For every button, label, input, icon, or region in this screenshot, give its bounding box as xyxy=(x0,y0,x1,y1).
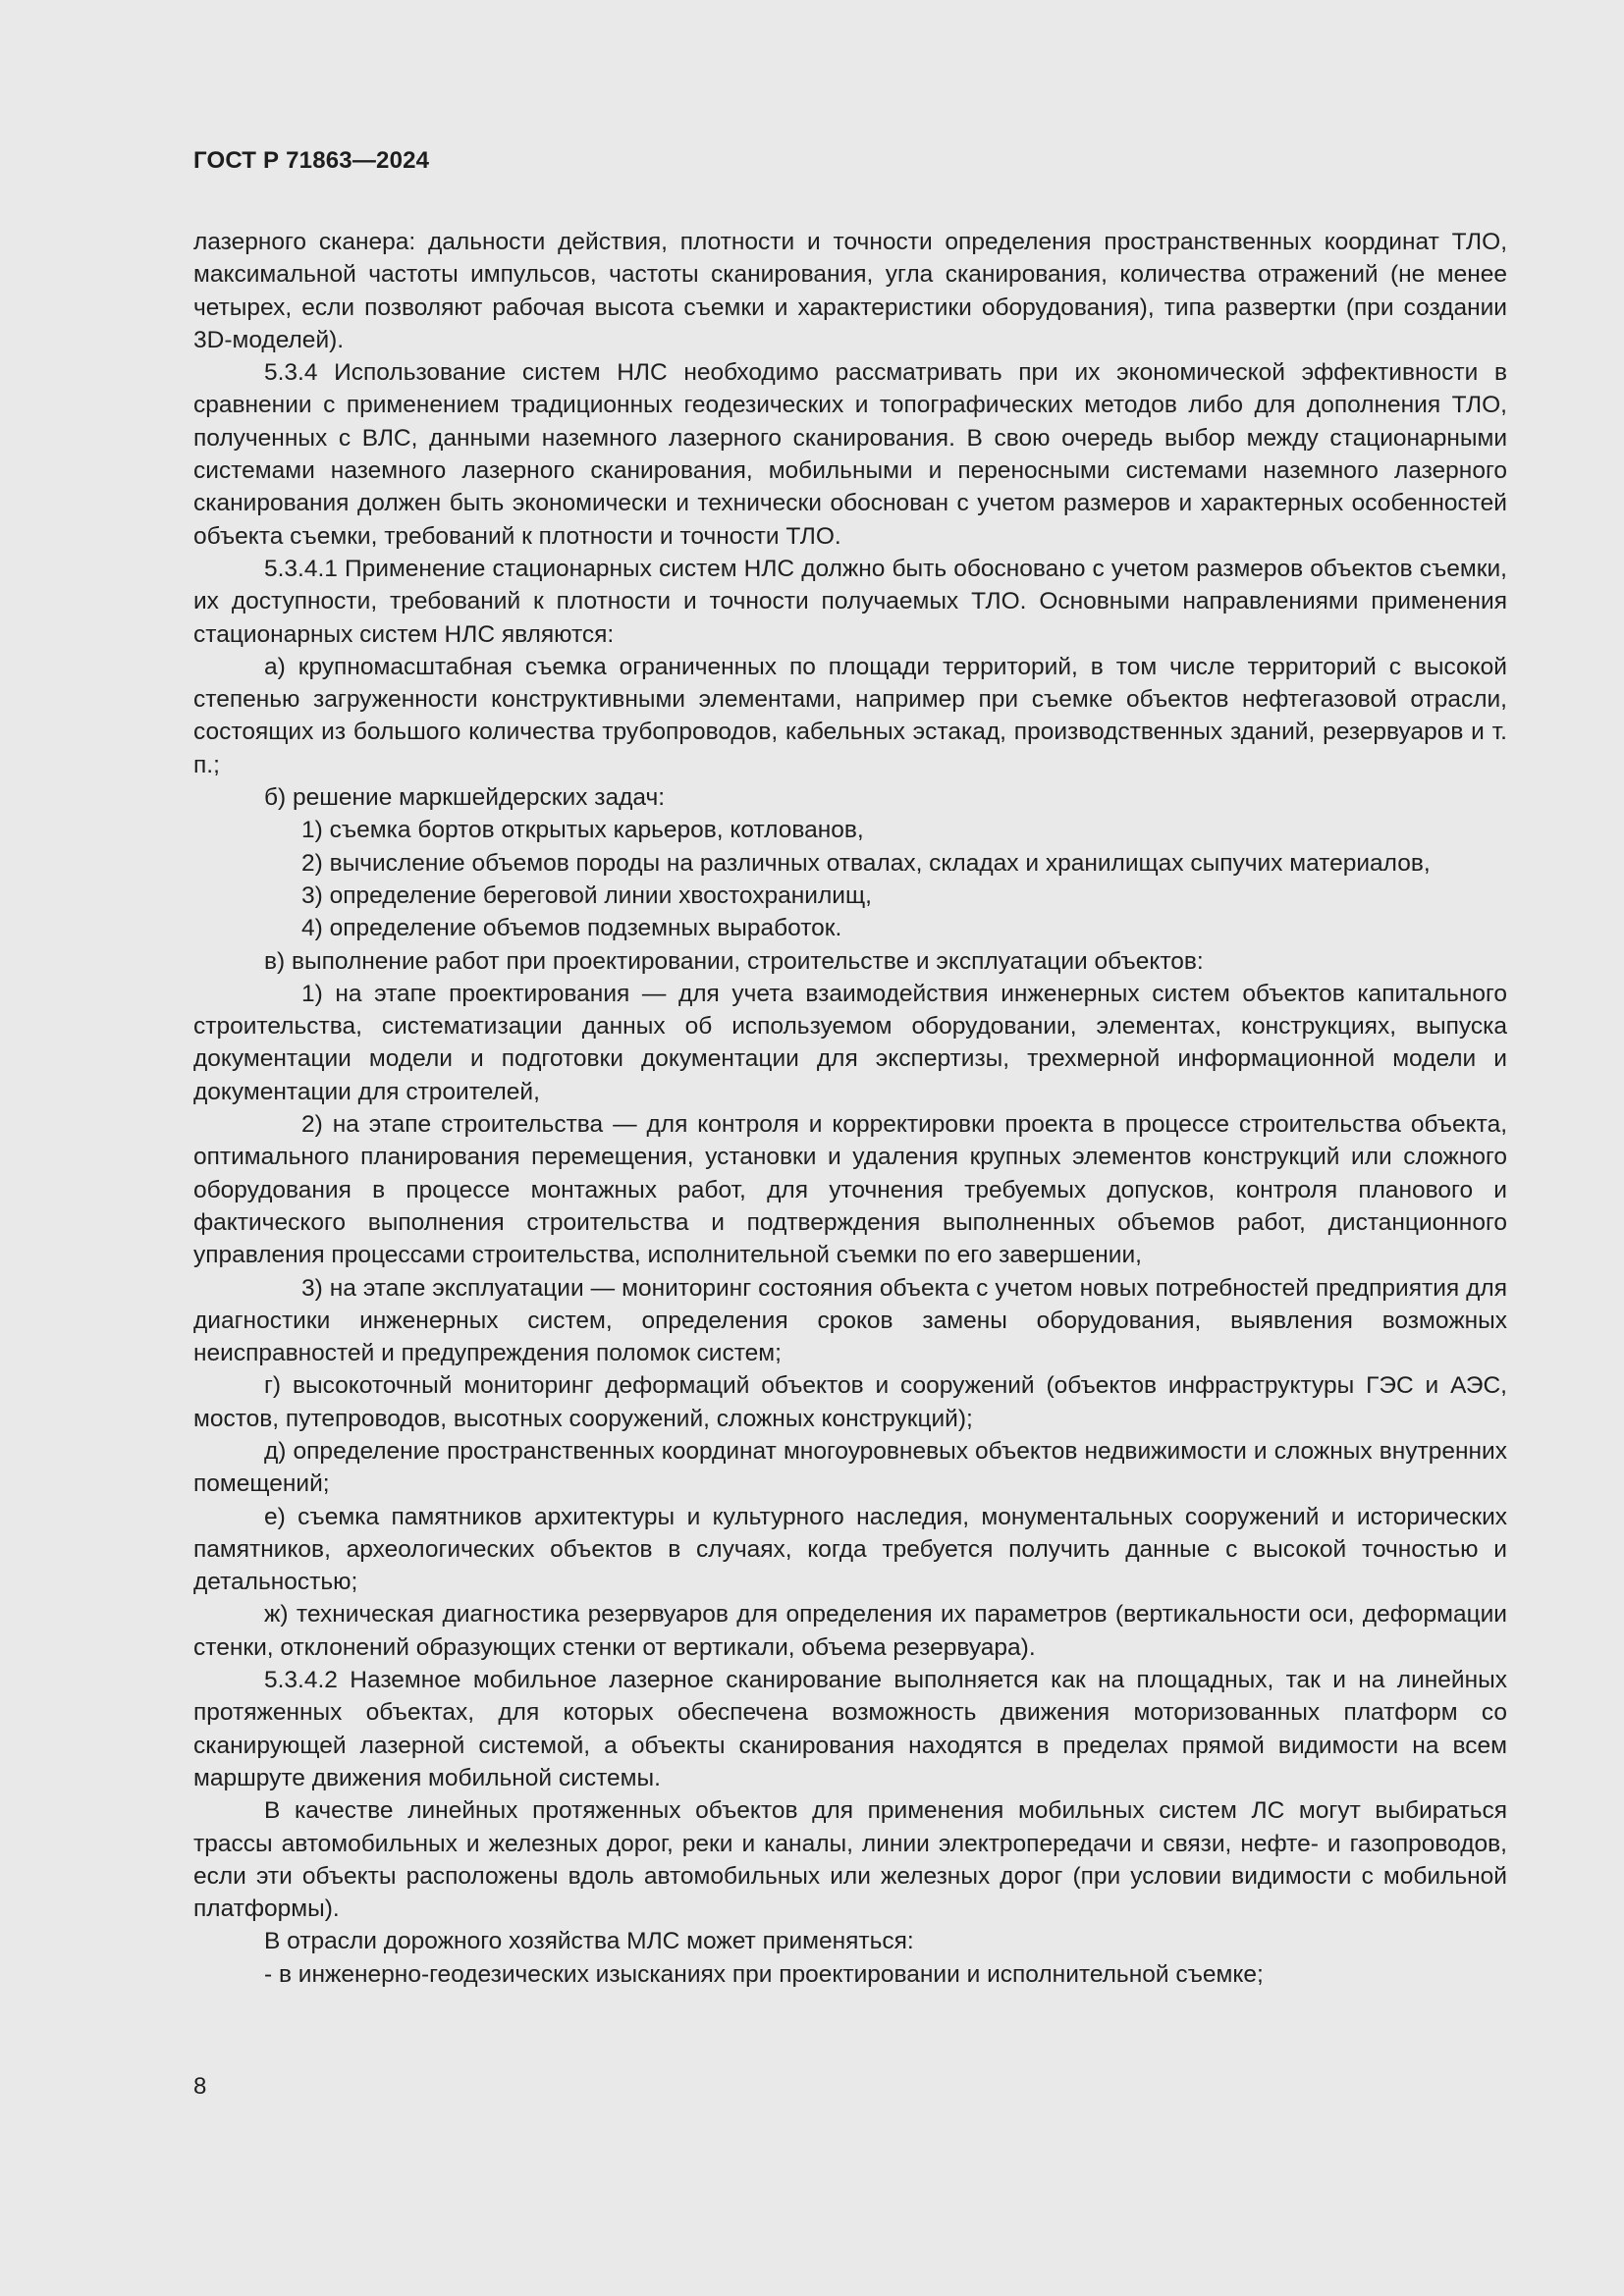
list-item: 3) определение береговой линии хвостохранилищ, xyxy=(301,881,872,909)
list-item: г) высокоточный мониторинг деформаций объектов и сооружений (объектов инфраструктуры ГЭС и АЭС, мостов, путепроводов, высотных сооружений, сложных конструкций); xyxy=(193,1372,1507,1432)
paragraph: 5.3.4 Использование систем НЛС необходимо рассматривать при их экономической эффективности в сравнении с применением традиционных геодезических и топографических методов либо для дополнения ТЛО, полученных с ВЛС, данными наземного лазерного сканирования. В свою очередь выбор между стационарными системами наземного лазерного сканирования, мобильными и переносными системами наземного лазерного сканирования должен быть экономически и технически обоснован с учетом размеров и характерных особенностей объекта съемки, требований к плотности и точности ТЛО. xyxy=(193,359,1507,550)
paragraph: В качестве линейных протяженных объектов для применения мобильных систем ЛС могут выбираться трассы автомобильных и железных дорог, реки и каналы, линии электропередачи и связи, нефте- и газопроводов, если эти объекты расположены вдоль автомобильных или железных дорог (при условии видимости с мобильной платформы). xyxy=(193,1797,1507,1923)
list-item: е) съемка памятников архитектуры и культурного наследия, монументальных сооружений и исторических памятников, археологических объектов в случаях, когда требуется получить данные с высокой точностью и детальностью; xyxy=(193,1503,1507,1596)
document-header: ГОСТ Р 71863—2024 xyxy=(193,147,430,174)
paragraph: 5.3.4.1 Применение стационарных систем НЛС должно быть обосновано с учетом размеров объектов съемки, их доступности, требований к плотности и точности получаемых ТЛО. Основными направлениями применения стационарных систем НЛС являются: xyxy=(193,555,1507,648)
list-item: 1) на этапе проектирования — для учета взаимодействия инженерных систем объектов капитального строительства, систематизации данных об используемом оборудовании, элементах, конструкциях, выпуска документации модели и подготовки документации для экспертизы, трехмерной информационной модели и документации для строителей, xyxy=(193,980,1507,1105)
list-item: 2) на этапе строительства — для контроля и корректировки проекта в процессе строительства объекта, оптимального планирования перемещения, установки и удаления крупных элементов конструкций или сложного оборудования в процессе монтажных работ, для уточнения требуемых допусков, контроля планового и фактического выполнения строительства и подтверждения выполненных объемов работ, дистанционного управления процессами строительства, исполнительной съемки по его завершении, xyxy=(193,1111,1507,1269)
document-body xyxy=(193,226,1507,1991)
list-item: - в инженерно-геодезических изысканиях при проектировании и исполнительной съемке; xyxy=(264,1960,1264,1988)
paragraph: лазерного сканера: дальности действия, плотности и точности определения пространственных координат ТЛО, максимальной частоты импульсов, частоты сканирования, угла сканирования, количества отражений (не менее четырех, если позволяют рабочая высота съемки и характеристики оборудования), типа развертки (при создании 3D-моделей). xyxy=(193,229,1507,353)
list-item: 4) определение объемов подземных выработок. xyxy=(301,915,842,942)
list-item: в) выполнение работ при проектировании, строительстве и эксплуатации объектов: xyxy=(264,947,1204,975)
list-item: б) решение маркшейдерских задач: xyxy=(264,784,666,812)
page-number: 8 xyxy=(193,2073,207,2100)
list-item: а) крупномасштабная съемка ограниченных по площади территорий, в том числе территорий с высокой степенью загруженности конструктивными элементами, например при съемке объектов нефтегазовой отрасли, состоящих из большого количества трубопроводов, кабельных эстакад, производственных зданий, резервуаров и т. п.; xyxy=(193,653,1507,778)
paragraph: В отрасли дорожного хозяйства МЛС может применяться: xyxy=(264,1928,914,1955)
list-item: 2) вычисление объемов породы на различных отвалах, складах и хранилищах сыпучих материалов, xyxy=(301,849,1431,877)
paragraph: 5.3.4.2 Наземное мобильное лазерное сканирование выполняется как на площадных, так и на линейных протяженных объектах, для которых обеспечена возможность движения моторизованных платформ со сканирующей лазерной системой, а объекты сканирования находятся в пределах прямой видимости на всем маршруте движения мобильной системы. xyxy=(193,1667,1507,1791)
list-item: ж) техническая диагностика резервуаров для определения их параметров (вертикальности оси, деформации стенки, отклонений образующих стенки от вертикали, объема резервуара). xyxy=(193,1601,1507,1661)
list-item: 3) на этапе эксплуатации — мониторинг состояния объекта с учетом новых потребностей предприятия для диагностики инженерных систем, определения сроков замены оборудования, выявления возможных неисправностей и предупреждения поломок систем; xyxy=(193,1274,1507,1367)
list-item: д) определение пространственных координат многоуровневых объектов недвижимости и сложных внутренних помещений; xyxy=(193,1437,1507,1498)
list-item: 1) съемка бортов открытых карьеров, котлованов, xyxy=(301,817,864,844)
